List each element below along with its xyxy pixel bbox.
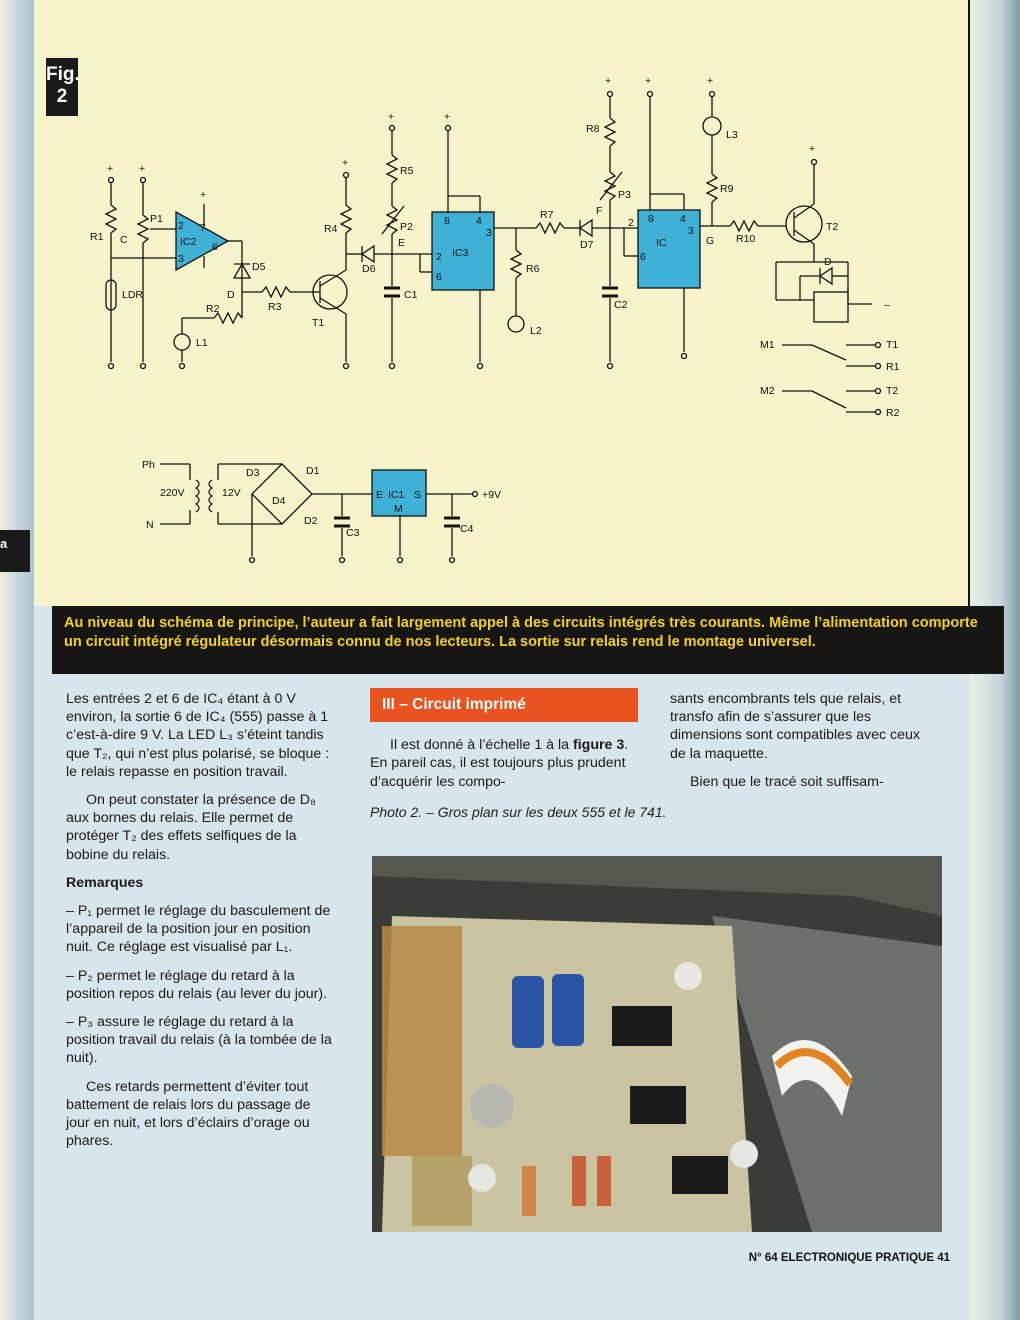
remark-item: – P₂ permet le réglage du retard à la position repos du relais (au lever du jour). [66, 967, 328, 1002]
label-9v: +9V [482, 489, 501, 501]
remarks-heading: Remarques [66, 874, 144, 891]
label-r2: R2 [206, 303, 220, 315]
label-12v: 12V [222, 487, 241, 499]
label-d2: D2 [304, 515, 318, 527]
label-r6: R6 [526, 263, 540, 275]
bridge-rectifier [252, 464, 312, 524]
label-pin6: 6 [640, 251, 646, 263]
trimmer [468, 1164, 496, 1192]
led-l2 [508, 316, 524, 332]
label-p1: P1 [150, 213, 163, 225]
label-c1: C1 [404, 289, 418, 301]
label-p3: P3 [618, 189, 631, 201]
label-220v: 220V [160, 487, 185, 499]
label-d3: D3 [246, 467, 260, 479]
label-ic2: IC2 [180, 236, 197, 248]
label-plus: + [200, 189, 207, 201]
label-plus: + [388, 111, 395, 123]
figure-number: 2 [56, 86, 68, 107]
label-r1: R1 [90, 231, 104, 243]
paragraph: sants encombrants tels que relais, et transfo afin de s’assurer que les dimensions sont compatibles avec ceux de la maquette. [670, 691, 920, 762]
photo-illustration [372, 856, 942, 1232]
label-c2: C2 [614, 299, 628, 311]
potentiometer-p1 [138, 215, 148, 243]
label-pin8: 8 [648, 213, 654, 225]
label-plus: + [444, 111, 451, 123]
label-r5: R5 [400, 165, 414, 177]
label-g: G [706, 235, 715, 247]
figure-caption: Au niveau du schéma de principe, l’auteur a fait largement appel à des circuits intégrés très courants. Même l’alimentation comporte un circuit intégré régulateur désormais connu de nos lecteurs. La sortie sur relais rend le montage universel. [52, 606, 1004, 674]
transformer-secondary [209, 480, 212, 512]
label-l1: L1 [196, 337, 208, 349]
resistor [572, 1156, 586, 1206]
text-column-3 [670, 690, 930, 801]
resistor-r8 [605, 118, 615, 146]
label-pin3: 3 [688, 225, 694, 237]
label-ic1-m: M [394, 503, 403, 515]
trimmer [730, 1140, 758, 1168]
label-pin7: 7 [200, 222, 206, 234]
ic-chip [672, 1156, 728, 1194]
label-r8: R8 [586, 123, 600, 135]
label-pin2: 2 [436, 251, 442, 263]
relay [382, 926, 462, 1156]
label-pin3: 3 [178, 253, 184, 265]
paragraph: Bien que le tracé soit suffisam- [690, 773, 884, 790]
label-pin2: 2 [178, 220, 184, 232]
label-r9: R9 [720, 183, 734, 195]
capacitor [552, 974, 584, 1046]
label-ic1: IC1 [388, 489, 405, 501]
label-pin2: 2 [628, 217, 634, 229]
label-t1: T1 [312, 317, 325, 329]
label-m2: M2 [760, 385, 775, 397]
section-heading: III – Circuit imprimé [370, 688, 638, 722]
label-ic: IC [656, 237, 667, 249]
diode-d6 [362, 246, 374, 262]
resistor-r1 [106, 205, 116, 233]
resistor-r10 [730, 221, 758, 231]
resistor-r7 [536, 223, 564, 233]
label-r7: R7 [540, 209, 554, 221]
text-run: Il est donné à l’échelle 1 à la [390, 737, 573, 754]
label-plus: + [605, 75, 612, 87]
resistor-r3 [262, 287, 290, 297]
ic-chip [612, 1006, 672, 1046]
label-n: N [146, 519, 154, 531]
resistor [597, 1156, 611, 1206]
label-plus: + [342, 157, 349, 169]
label-f: F [596, 205, 603, 217]
resistor [522, 1166, 536, 1216]
led-l1 [174, 334, 190, 350]
label-d6: D6 [362, 263, 376, 275]
label-plus: + [809, 143, 816, 155]
label-d: D [824, 256, 832, 268]
relay-coil [814, 292, 848, 322]
paragraph: Les entrées 2 et 6 de IC₄ étant à 0 V environ, la sortie 6 de IC₄ (555) passe à 1 c’est-à-dire 9 V. La LED L₃ s’éteint tandis que T₂, qui n’est plus polarisé, se bloque : le relais repasse en position travail. [66, 691, 330, 780]
diode-d7 [580, 220, 592, 236]
transistor [470, 1084, 514, 1128]
label-l3: L3 [726, 129, 738, 141]
label-ldr: LDR [122, 289, 144, 301]
resistor-r5 [387, 155, 397, 183]
potentiometer-p2 [387, 206, 397, 234]
label-pin4: 4 [680, 213, 686, 225]
label-pin3: 3 [486, 227, 492, 239]
label-minus: – [884, 299, 890, 311]
label-p2: P2 [400, 221, 413, 233]
remark-item: – P₁ permet le réglage du basculement de l’appareil de la position jour en position nuit. Ce réglage est visualisé par L₁. [66, 903, 331, 956]
capacitor [512, 976, 544, 1048]
label-c4: C4 [460, 523, 474, 535]
label-ic1-s: S [414, 489, 422, 501]
figure-reference: figure 3 [572, 737, 625, 754]
label-pin4: 4 [476, 215, 482, 227]
paragraph: Ces retards permettent d’éviter tout battement de relais lors du passage de jour en nuit, et lors d’éclairs d’orage ou phares. [66, 1078, 311, 1150]
text-run: . En pareil cas, il est toujours plus prudent d’acquérir les compo- [370, 737, 629, 790]
label-c: C [120, 234, 128, 246]
side-tab: a [0, 530, 30, 572]
label-d4: D4 [272, 495, 286, 507]
label-pin6: 6 [436, 271, 442, 283]
circuit-schematic [0, 0, 1020, 606]
label-ic3: IC3 [452, 247, 469, 259]
text-column-1 [66, 690, 336, 1160]
transformer-primary [196, 480, 199, 512]
led-l3 [703, 117, 721, 135]
label-plus: + [107, 163, 114, 175]
label-plus: + [645, 75, 652, 87]
label-pin8: 8 [444, 215, 450, 227]
photo-caption: Photo 2. – Gros plan sur les deux 555 et le 741. [370, 804, 667, 820]
label-d1: D1 [306, 465, 320, 477]
resistor-r9 [707, 174, 717, 202]
label-plus: + [707, 75, 714, 87]
text-column-2 [370, 688, 640, 801]
label-d5: D5 [252, 261, 266, 273]
resistor-r4 [341, 205, 351, 233]
label-out-r1: R1 [886, 361, 900, 373]
label-e: E [398, 237, 406, 249]
potentiometer-p3 [605, 172, 615, 200]
label-l2: L2 [530, 325, 542, 337]
label-ic1-e: E [376, 489, 384, 501]
paragraph: On peut constater la présence de D₈ aux bornes du relais. Elle permet de protéger T₂ des effets selfiques de la bobine du relais. [66, 792, 316, 863]
capacitor [412, 1156, 472, 1226]
paragraph [370, 736, 640, 791]
label-t2: T2 [826, 221, 839, 233]
label-pin6: 6 [212, 241, 218, 253]
label-plus: + [139, 163, 146, 175]
label-r3: R3 [268, 301, 282, 313]
photo-circuit-board [372, 856, 942, 1232]
label-out-t1: T1 [886, 339, 899, 351]
label-r10: R10 [736, 233, 756, 245]
resistor-r6 [511, 250, 521, 278]
label-c3: C3 [346, 527, 360, 539]
label-d7: D7 [580, 239, 594, 251]
label-d: D [227, 289, 235, 301]
label-out-t2: T2 [886, 385, 899, 397]
remark-item: – P₃ assure le réglage du retard à la position travail du relais (à la tombée de la nuit). [66, 1014, 332, 1067]
ic-chip [630, 1086, 686, 1124]
label-m1: M1 [760, 339, 775, 351]
diode-d8 [820, 268, 832, 284]
label-r4: R4 [324, 223, 338, 235]
page-footer: N° 64 ELECTRONIQUE PRATIQUE 41 [748, 1252, 950, 1264]
label-out-r2: R2 [886, 407, 900, 419]
figure-label-text: Fig. [46, 64, 80, 85]
label-ph: Ph [142, 459, 155, 471]
trimmer [674, 962, 702, 990]
